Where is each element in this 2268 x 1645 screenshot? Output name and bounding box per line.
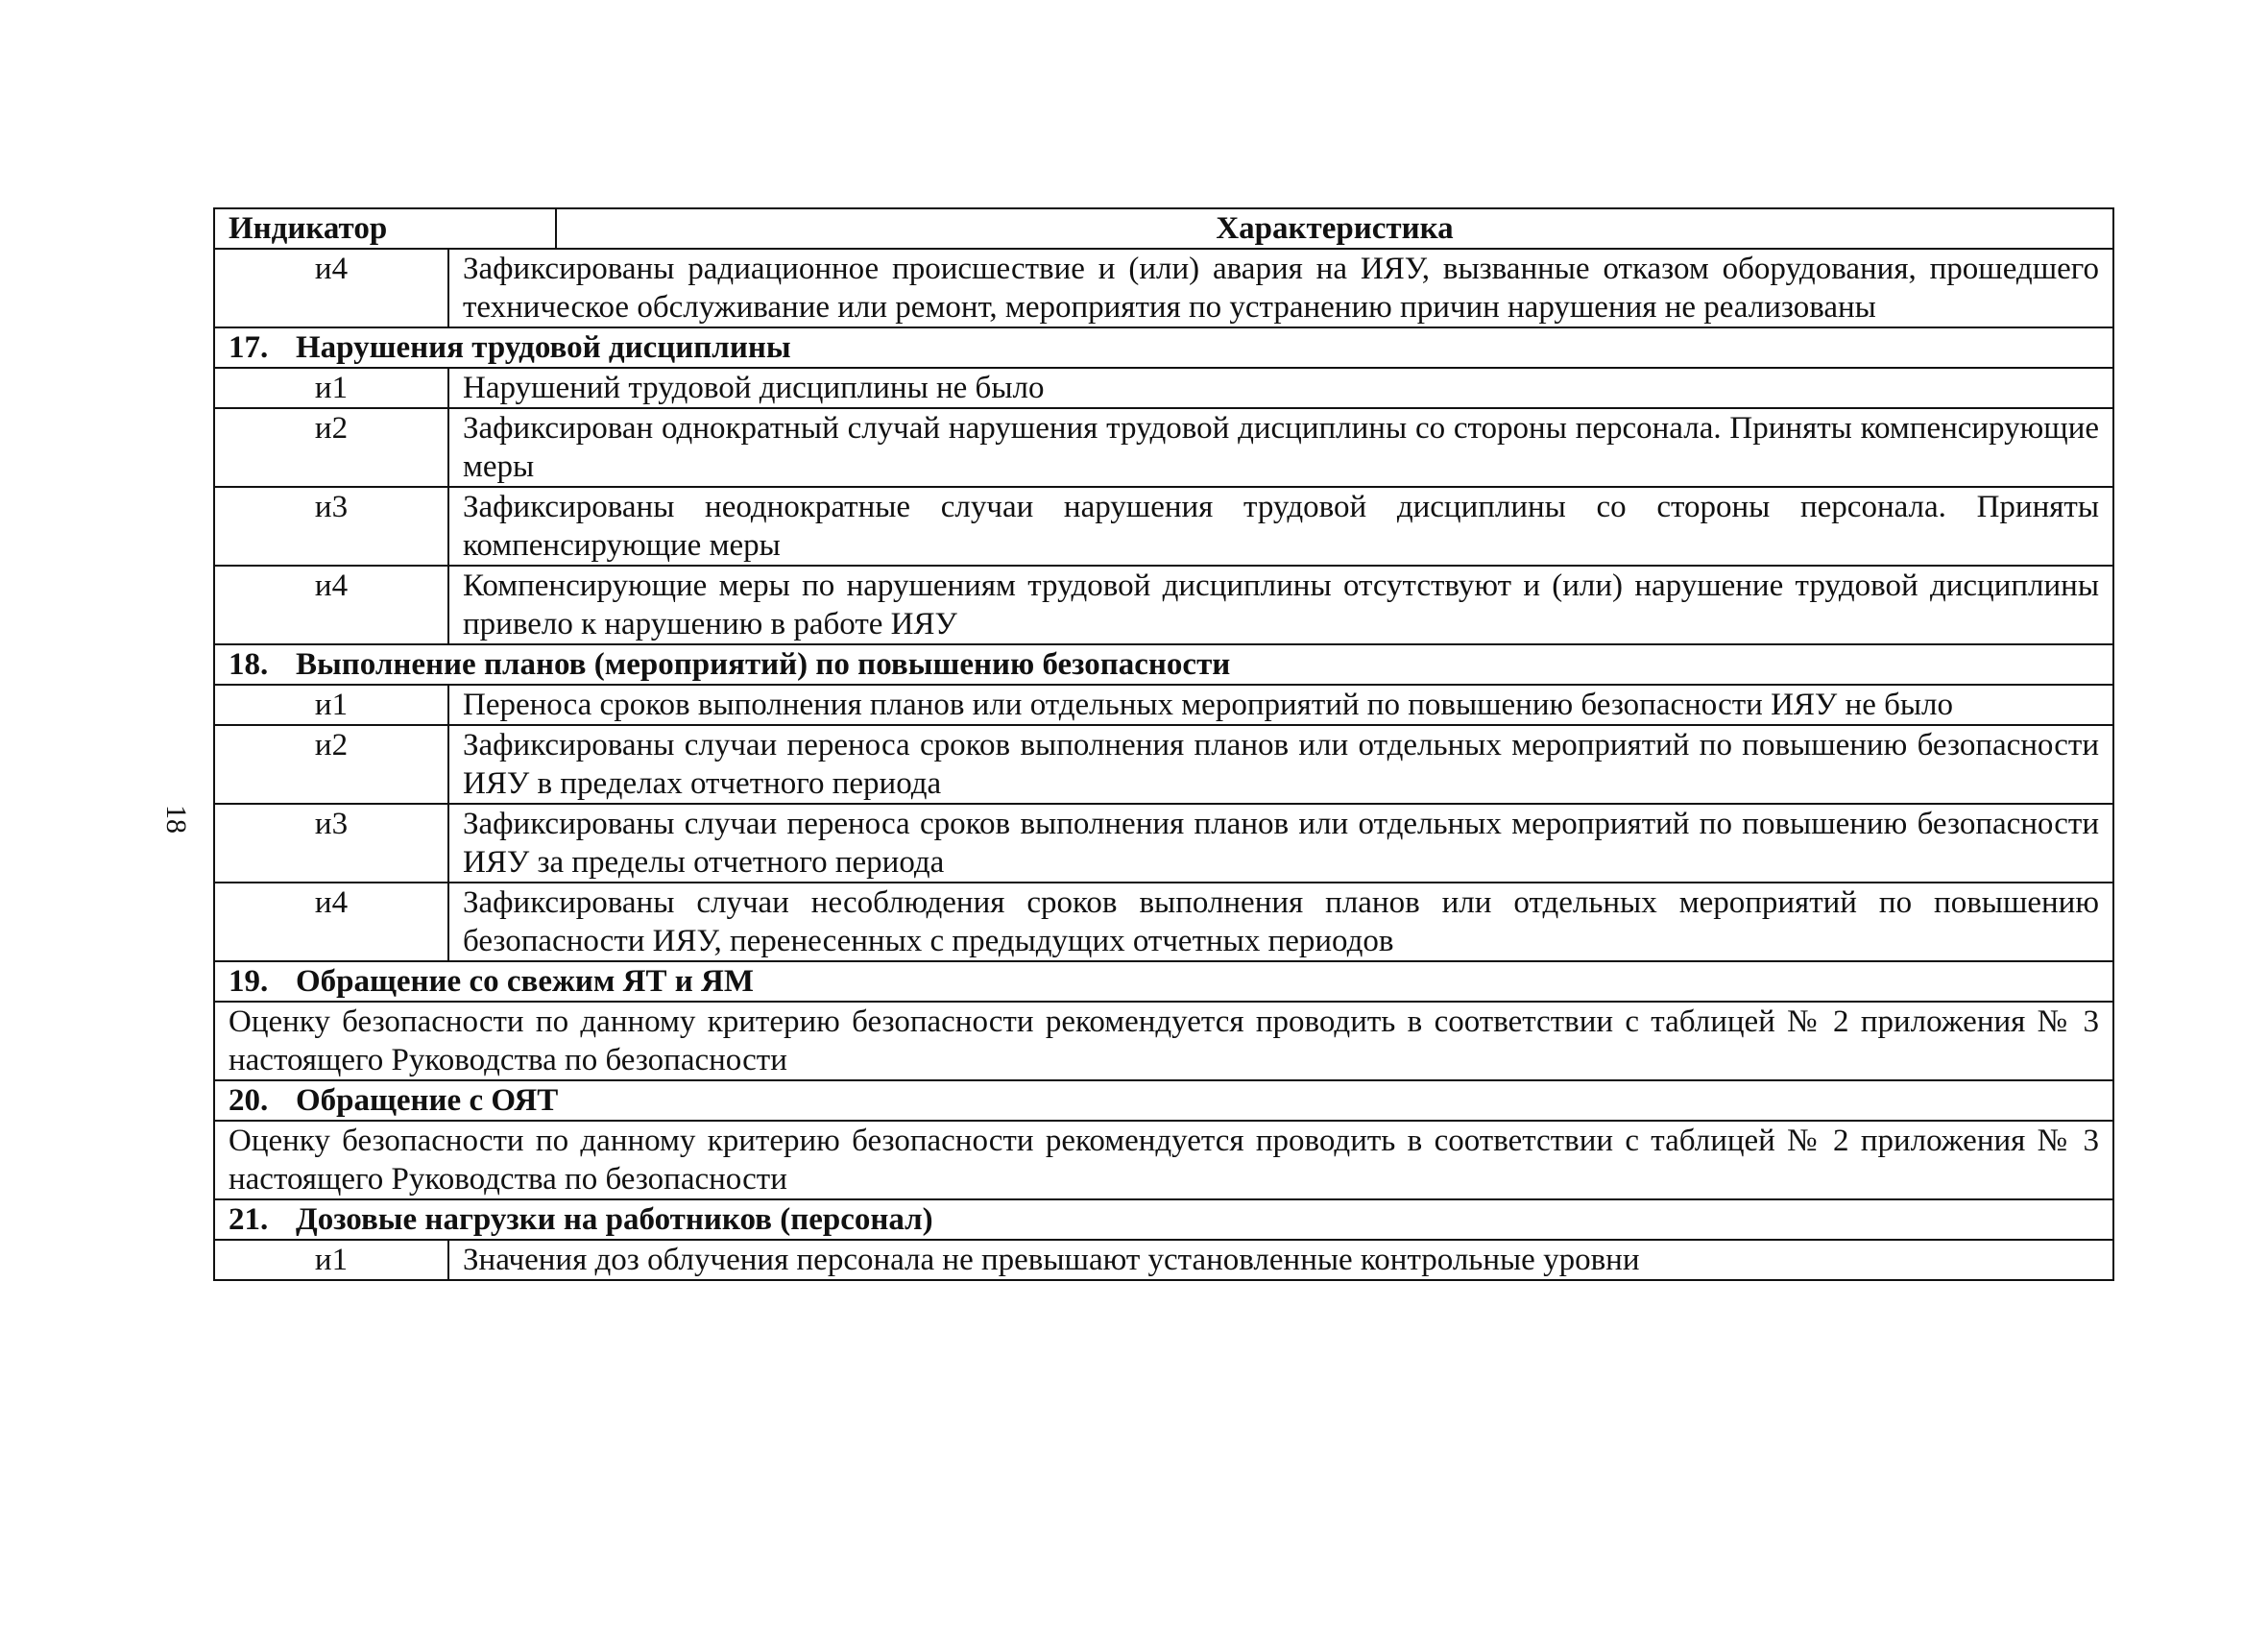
section-title: Обращение с ОЯТ xyxy=(296,1083,559,1118)
table-row xyxy=(214,804,2113,883)
note-row xyxy=(214,1121,2113,1199)
characteristic-cell: Зафиксирован однократный случай нарушения трудовой дисциплины со стороны персонала. Приняты компенсирующие меры xyxy=(448,408,2113,487)
table-row xyxy=(214,368,2113,408)
table-row xyxy=(214,685,2113,725)
table-row xyxy=(214,566,2113,644)
indicator-cell: и1 xyxy=(214,368,448,408)
section-note: Оценку безопасности по данному критерию безопасности рекомендуется проводить в соответствии с таблицей № 2 приложения № 3 настоящего Руководства по безопасности xyxy=(214,1121,2113,1199)
section-number: 17. xyxy=(229,330,269,365)
section-number: 21. xyxy=(229,1202,269,1237)
section-row xyxy=(214,1199,2113,1240)
section-title: Нарушения трудовой дисциплины xyxy=(296,330,791,365)
section-title: Дозовые нагрузки на работников (персонал) xyxy=(296,1202,933,1237)
table-header-row xyxy=(214,208,2113,249)
characteristic-cell: Нарушений трудовой дисциплины не было xyxy=(448,368,2113,408)
section-number: 20. xyxy=(229,1083,269,1118)
section-heading-18 xyxy=(214,644,2113,685)
table-row xyxy=(214,408,2113,487)
table-row xyxy=(214,1240,2113,1280)
section-note: Оценку безопасности по данному критерию безопасности рекомендуется проводить в соответствии с таблицей № 2 приложения № 3 настоящего Руководства по безопасности xyxy=(214,1002,2113,1080)
table-row xyxy=(214,249,2113,327)
table-row xyxy=(214,725,2113,804)
indicator-cell: и4 xyxy=(214,249,448,327)
section-number: 19. xyxy=(229,964,269,999)
section-title: Выполнение планов (мероприятий) по повышению безопасности xyxy=(296,647,1231,682)
section-row xyxy=(214,644,2113,685)
section-title: Обращение со свежим ЯТ и ЯМ xyxy=(296,964,754,999)
indicator-cell: и2 xyxy=(214,408,448,487)
indicator-cell: и3 xyxy=(214,804,448,883)
note-row xyxy=(214,1002,2113,1080)
section-heading-21 xyxy=(214,1199,2113,1240)
indicator-cell: и1 xyxy=(214,1240,448,1280)
header-indicator: Индикатор xyxy=(214,208,556,249)
indicator-cell: и4 xyxy=(214,883,448,961)
section-number: 18. xyxy=(229,647,269,682)
criteria-table xyxy=(213,207,2114,1281)
section-heading-17 xyxy=(214,327,2113,368)
section-heading-19 xyxy=(214,961,2113,1002)
characteristic-cell: Зафиксированы радиационное происшествие и (или) авария на ИЯУ, вызванные отказом оборудования, прошедшего техническое обслуживание или ремонт, мероприятия по устранению причин нарушения не реализованы xyxy=(448,249,2113,327)
indicator-cell: и1 xyxy=(214,685,448,725)
table-row xyxy=(214,487,2113,566)
characteristic-cell: Зафиксированы случаи переноса сроков выполнения планов или отдельных мероприятий по повышению безопасности ИЯУ в пределах отчетного периода xyxy=(448,725,2113,804)
header-characteristic: Характеристика xyxy=(556,208,2113,249)
characteristic-cell: Зафиксированы неоднократные случаи нарушения трудовой дисциплины со стороны персонала. Приняты компенсирующие меры xyxy=(448,487,2113,566)
characteristic-cell: Переноса сроков выполнения планов или отдельных мероприятий по повышению безопасности ИЯУ не было xyxy=(448,685,2113,725)
table-row xyxy=(214,883,2113,961)
section-row xyxy=(214,961,2113,1002)
criteria-table-wrapper xyxy=(213,207,2114,1281)
indicator-cell: и2 xyxy=(214,725,448,804)
characteristic-cell: Зафиксированы случаи несоблюдения сроков выполнения планов или отдельных мероприятий по повышению безопасности ИЯУ, перенесенных с предыдущих отчетных периодов xyxy=(448,883,2113,961)
section-row xyxy=(214,327,2113,368)
indicator-cell: и3 xyxy=(214,487,448,566)
characteristic-cell: Зафиксированы случаи переноса сроков выполнения планов или отдельных мероприятий по повышению безопасности ИЯУ за пределы отчетного периода xyxy=(448,804,2113,883)
characteristic-cell: Компенсирующие меры по нарушениям трудовой дисциплины отсутствуют и (или) нарушение трудовой дисциплины привело к нарушению в работе ИЯУ xyxy=(448,566,2113,644)
characteristic-cell: Значения доз облучения персонала не превышают установленные контрольные уровни xyxy=(448,1240,2113,1280)
section-heading-20 xyxy=(214,1080,2113,1121)
page-number: 18 xyxy=(160,805,192,834)
section-row xyxy=(214,1080,2113,1121)
indicator-cell: и4 xyxy=(214,566,448,644)
